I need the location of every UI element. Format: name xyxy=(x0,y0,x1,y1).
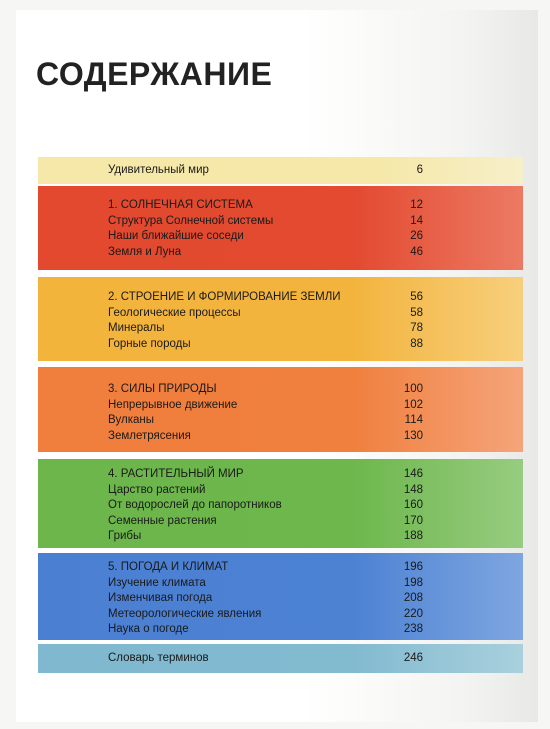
toc-entry-label: Грибы xyxy=(108,530,142,542)
toc-entry-label: Изменчивая погода xyxy=(108,592,213,604)
toc-entry-page: 58 xyxy=(410,306,423,319)
toc-section-heading[interactable] xyxy=(108,560,423,576)
toc-entry[interactable] xyxy=(108,413,423,429)
toc-entry[interactable] xyxy=(108,576,423,592)
toc-entry-page: 14 xyxy=(410,214,423,227)
toc-entry[interactable] xyxy=(108,214,423,230)
section-band-weather xyxy=(38,553,523,640)
toc-entry-page: 160 xyxy=(403,499,423,511)
toc-section-label: 2. СТРОЕНИЕ И ФОРМИРОВАНИЕ ЗЕМЛИ xyxy=(108,291,341,303)
toc-entry-label: Земля и Луна xyxy=(108,245,182,258)
toc-section-label: 1. СОЛНЕЧНАЯ СИСТЕМА xyxy=(108,199,253,211)
toc-entry-page: 238 xyxy=(403,623,423,635)
page-title: СОДЕРЖАНИЕ xyxy=(36,56,273,92)
toc-entry-label: Метеорологические явления xyxy=(108,607,262,620)
toc-entry-page: 88 xyxy=(410,337,423,350)
toc-entry-label: Непрерывное движение xyxy=(108,398,238,411)
toc-entry-label: Землетрясения xyxy=(108,429,191,442)
toc-entry[interactable] xyxy=(108,498,423,514)
toc-entry-page: 26 xyxy=(410,230,423,242)
toc-entry[interactable] xyxy=(108,591,423,607)
toc-entry[interactable] xyxy=(108,429,423,445)
toc-entry-page: 188 xyxy=(403,530,423,542)
toc-section-label: 5. ПОГОДА И КЛИМАТ xyxy=(108,561,229,573)
toc-entry-label: Словарь терминов xyxy=(108,652,209,664)
toc-entry-page: 208 xyxy=(403,592,423,604)
section-band-forces xyxy=(38,367,523,452)
toc-entry-page: 6 xyxy=(416,164,423,176)
toc-entry-label: Наука о погоде xyxy=(108,623,189,635)
intro-band xyxy=(38,157,523,184)
toc-entry-label: Геологические процессы xyxy=(108,306,241,319)
toc-entry-page: 220 xyxy=(403,607,423,620)
toc-entry-page: 146 xyxy=(403,468,423,480)
toc-entry-label: Изучение климата xyxy=(108,576,206,589)
toc-section-heading[interactable] xyxy=(108,382,423,398)
toc-entry[interactable] xyxy=(108,483,423,499)
toc-entry-label: Минералы xyxy=(108,322,165,334)
toc-entry[interactable] xyxy=(108,321,423,337)
toc-entry[interactable] xyxy=(108,529,423,545)
toc-entry-page: 170 xyxy=(403,514,423,527)
toc-section-label: 4. РАСТИТЕЛЬНЫЙ МИР xyxy=(108,468,244,480)
toc-entry-intro[interactable] xyxy=(108,163,423,179)
toc-entry-page: 246 xyxy=(403,652,423,664)
section-band-earth xyxy=(38,277,523,361)
toc-entry-page: 148 xyxy=(403,483,423,496)
toc-entry-label: Структура Солнечной системы xyxy=(108,214,274,227)
toc-entry[interactable] xyxy=(108,229,423,245)
toc-entry-page: 12 xyxy=(410,199,423,211)
toc-entry-label: Удивительный мир xyxy=(108,164,209,176)
toc-entry-glossary[interactable] xyxy=(108,651,423,667)
section-band-plants xyxy=(38,459,523,548)
toc-entry-page: 78 xyxy=(410,322,423,334)
toc-entry[interactable] xyxy=(108,245,423,261)
toc-entry-page: 102 xyxy=(403,398,423,411)
toc-entry-label: Семенные растения xyxy=(108,514,217,527)
toc-entry-label: От водорослей до папоротников xyxy=(108,499,282,511)
toc-entry-page: 100 xyxy=(403,383,423,395)
toc-entry-label: Наши ближайшие соседи xyxy=(108,230,244,242)
toc-entry[interactable] xyxy=(108,607,423,623)
toc-section-heading[interactable] xyxy=(108,467,423,483)
toc-entry-page: 114 xyxy=(404,414,423,426)
toc-entry-page: 130 xyxy=(403,429,423,442)
toc-entry-label: Царство растений xyxy=(108,483,206,496)
toc-entry[interactable] xyxy=(108,306,423,322)
glossary-band xyxy=(38,644,523,673)
toc-entry[interactable] xyxy=(108,514,423,530)
toc-entry[interactable] xyxy=(108,622,423,638)
toc-entry[interactable] xyxy=(108,398,423,414)
toc-section-heading[interactable] xyxy=(108,198,423,214)
toc-entry-page: 196 xyxy=(403,561,423,573)
toc-entry-label: Вулканы xyxy=(108,414,155,426)
toc-entry-page: 46 xyxy=(410,245,423,258)
toc-section-heading[interactable] xyxy=(108,290,423,306)
toc-entry-label: Горные породы xyxy=(108,337,191,350)
toc-entry-page: 198 xyxy=(403,576,423,589)
toc-entry[interactable] xyxy=(108,337,423,353)
toc-entry-page: 56 xyxy=(410,291,423,303)
section-band-solar xyxy=(38,186,523,270)
toc-section-label: 3. СИЛЫ ПРИРОДЫ xyxy=(108,383,217,395)
